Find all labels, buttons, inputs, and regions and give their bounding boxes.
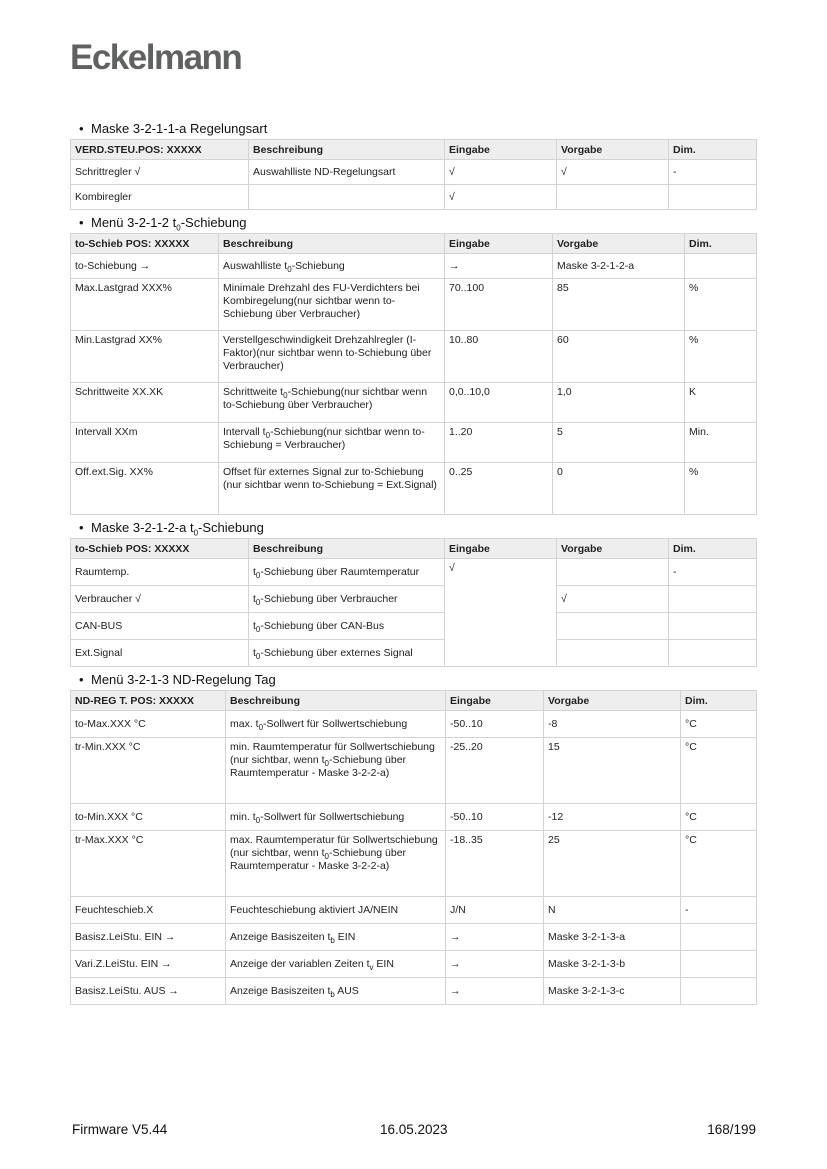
table-nd-regelung-tag (70, 690, 757, 1005)
table-cell: Schrittweite $t_0-Schiebung(nur$ sichtbar wenn to-Schiebung über Verbraucher) (219, 383, 445, 423)
table-cell: Anzeige Basiszeiten $t_b$ EIN (226, 924, 446, 951)
table-cell: Min. (685, 423, 757, 463)
table-cell: Schrittweite XX.XK (71, 383, 219, 423)
table-row (71, 613, 757, 640)
table-cell: % (685, 331, 757, 383)
table-row (71, 331, 757, 383)
table-cell: Maske 3-2-1-3-b (544, 951, 681, 978)
table-cell: Auswahlliste ND-Regelungsart (249, 160, 445, 185)
table-row (71, 586, 757, 613)
column-header: Dim. (669, 140, 757, 160)
column-header: Beschreibung (249, 140, 445, 160)
column-header: Beschreibung (249, 539, 445, 559)
column-header: Vorgabe (557, 539, 669, 559)
table-cell: -50..10 (446, 711, 544, 738)
table-row (71, 185, 757, 210)
table-cell: Verbraucher √ (71, 586, 249, 613)
table-cell (557, 185, 669, 210)
table-row (71, 160, 757, 185)
section-title-regelungsart: • Maske 3-2-1-1-a Regelungsart (79, 121, 268, 136)
table-cell: °C (681, 711, 757, 738)
table-t0-schiebung (70, 233, 757, 515)
table-cell: - (669, 559, 757, 586)
table-cell: 70..100 (445, 279, 553, 331)
eckelmann-logo: Eckelmann (70, 38, 242, 77)
table-cell (669, 640, 757, 667)
column-header: VERD.STEU.POS: XXXXX (71, 140, 249, 160)
table-cell: min. $t_0$-Sollwert für Sollwertschiebung (226, 804, 446, 831)
table-header-row (71, 234, 757, 254)
table-cell: Feuchteschieb.X (71, 897, 226, 924)
table-cell: Anzeige Basiszeiten $t_b$ AUS (226, 978, 446, 1005)
table-row (71, 559, 757, 586)
table-cell: 15 (544, 738, 681, 804)
table-row (71, 924, 757, 951)
table-cell: $t_0$-Schiebung über Verbraucher (249, 586, 445, 613)
table-cell: Intervall XXm (71, 423, 219, 463)
table-cell: Offset für externes Signal zur to-Schiebung (nur sichtbar wenn to-Schiebung = Ext.Signal) (219, 463, 445, 515)
table-cell: Verstellgeschwindigkeit Drehzahlregler (I-Faktor)(nur sichtbar wenn to-Schiebung über Verbraucher) (219, 331, 445, 383)
table-cell: Min.Lastgrad XX% (71, 331, 219, 383)
table-cell: 1,0 (553, 383, 685, 423)
table-cell: % (685, 279, 757, 331)
table-cell: Minimale Drehzahl des FU-Verdichters bei Kombiregelung(nur sichtbar wenn to-Schiebung über Verbraucher) (219, 279, 445, 331)
table-cell: → (445, 254, 553, 279)
table-cell: -25..20 (446, 738, 544, 804)
table-cell: Vari.Z.LeiStu. EIN → (71, 951, 226, 978)
table-cell: -12 (544, 804, 681, 831)
table-cell: 85 (553, 279, 685, 331)
table-cell: 5 (553, 423, 685, 463)
column-header: Eingabe (446, 691, 544, 711)
table-maske-t0-schiebung (70, 538, 757, 667)
column-header: to-Schieb POS: XXXXX (71, 539, 249, 559)
table-cell: → (446, 924, 544, 951)
table-cell: Auswahlliste $t_0$-Schiebung (219, 254, 445, 279)
column-header: Dim. (669, 539, 757, 559)
table-row (71, 711, 757, 738)
table-cell: max. Raumtemperatur für Sollwertschiebung (nur sichtbar, wenn $t_0$-Schiebung über Raumtemperatur - Maske 3-2-2-a) (226, 831, 446, 897)
table-cell: - (681, 897, 757, 924)
table-row (71, 640, 757, 667)
table-header-row (71, 140, 757, 160)
column-header: Vorgabe (553, 234, 685, 254)
column-header: Eingabe (445, 140, 557, 160)
table-cell: → (446, 951, 544, 978)
table-row (71, 804, 757, 831)
table-cell: Feuchteschiebung aktiviert JA/NEIN (226, 897, 446, 924)
table-cell: Off.ext.Sig. XX% (71, 463, 219, 515)
table-cell: Max.Lastgrad XXX% (71, 279, 219, 331)
table-cell (557, 613, 669, 640)
table-cell: $t_0$-Schiebung über externes Signal (249, 640, 445, 667)
table-cell: CAN-BUS (71, 613, 249, 640)
table-cell: √ (557, 160, 669, 185)
table-cell: min. Raumtemperatur für Sollwertschiebung (nur sichtbar, wenn $t_0$-Schiebung über Raumtemperatur - Maske 3-2-2-a) (226, 738, 446, 804)
table-row (71, 831, 757, 897)
table-cell (681, 951, 757, 978)
table-row (71, 423, 757, 463)
table-cell: Schrittregler √ (71, 160, 249, 185)
table-cell (669, 185, 757, 210)
table-cell: -18..35 (446, 831, 544, 897)
document-content (70, 120, 756, 1009)
table-cell: Maske 3-2-1-3-a (544, 924, 681, 951)
footer-firmware: Firmware V5.44 (72, 1122, 168, 1137)
table-cell (557, 559, 669, 586)
table-cell: °C (681, 804, 757, 831)
column-header: Dim. (685, 234, 757, 254)
table-cell: 25 (544, 831, 681, 897)
table-cell: tr-Min.XXX °C (71, 738, 226, 804)
table-row (71, 897, 757, 924)
table-cell: $t_0$-Schiebung über CAN-Bus (249, 613, 445, 640)
table-cell: tr-Max.XXX °C (71, 831, 226, 897)
table-cell: N (544, 897, 681, 924)
table-cell: to-Max.XXX °C (71, 711, 226, 738)
table-cell (669, 613, 757, 640)
table-cell: -50..10 (446, 804, 544, 831)
table-cell (249, 185, 445, 210)
table-cell: Raumtemp. (71, 559, 249, 586)
table-cell: to-Min.XXX °C (71, 804, 226, 831)
column-header: Beschreibung (219, 234, 445, 254)
table-row (71, 383, 757, 423)
section-title-nd-regelung-tag: • Menü 3-2-1-3 ND-Regelung Tag (79, 672, 276, 687)
table-cell: √ (445, 160, 557, 185)
table-cell: √ (557, 586, 669, 613)
table-cell: -8 (544, 711, 681, 738)
table-cell (681, 924, 757, 951)
footer-date: 16.05.2023 (380, 1122, 448, 1137)
table-cell: - (669, 160, 757, 185)
table-cell: 60 (553, 331, 685, 383)
table-cell: °C (681, 831, 757, 897)
column-header: Beschreibung (226, 691, 446, 711)
table-cell: max. $t_0$-Sollwert für Sollwertschiebung (226, 711, 446, 738)
column-header: Dim. (681, 691, 757, 711)
table-row (71, 951, 757, 978)
column-header: to-Schieb POS: XXXXX (71, 234, 219, 254)
footer-page-number: 168/199 (707, 1122, 756, 1137)
column-header: Vorgabe (544, 691, 681, 711)
table-cell: Ext.Signal (71, 640, 249, 667)
table-cell: Intervall $t_0-Schiebung(nur$ sichtbar wenn to-Schiebung = Verbraucher) (219, 423, 445, 463)
table-cell: Basisz.LeiStu. EIN → (71, 924, 226, 951)
table-cell: √ (445, 559, 557, 667)
table-cell: to-Schiebung → (71, 254, 219, 279)
table-cell (669, 586, 757, 613)
table-cell: Maske 3-2-1-3-c (544, 978, 681, 1005)
table-cell: Basisz.LeiStu. AUS → (71, 978, 226, 1005)
table-cell (685, 254, 757, 279)
table-row (71, 463, 757, 515)
table-cell: 1..20 (445, 423, 553, 463)
column-header: Vorgabe (557, 140, 669, 160)
table-cell: K (685, 383, 757, 423)
table-cell: Anzeige der variablen Zeiten $t_v$ EIN (226, 951, 446, 978)
table-cell: 0..25 (445, 463, 553, 515)
section-title-maske-t0-schiebung: • Maske 3-2-1-2-a $t_0$-Schiebung (79, 520, 264, 538)
table-cell: °C (681, 738, 757, 804)
table-cell: √ (445, 185, 557, 210)
table-cell: J/N (446, 897, 544, 924)
section-title-t0-schiebung: • Menü 3-2-1-2 $t_0$-Schiebung (79, 215, 247, 233)
table-cell (557, 640, 669, 667)
table-cell: Kombiregler (71, 185, 249, 210)
table-cell: 0,0..10,0 (445, 383, 553, 423)
table-header-row (71, 539, 757, 559)
table-row (71, 279, 757, 331)
column-header: ND-REG T. POS: XXXXX (71, 691, 226, 711)
table-regelungsart (70, 139, 757, 210)
table-cell: 0 (553, 463, 685, 515)
table-cell: % (685, 463, 757, 515)
table-cell: → (446, 978, 544, 1005)
column-header: Eingabe (445, 539, 557, 559)
column-header: Eingabe (445, 234, 553, 254)
table-header-row (71, 691, 757, 711)
table-cell: $t_0$-Schiebung über Raumtemperatur (249, 559, 445, 586)
table-row (71, 738, 757, 804)
table-row (71, 254, 757, 279)
table-cell: Maske 3-2-1-2-a (553, 254, 685, 279)
table-cell (681, 978, 757, 1005)
table-row (71, 978, 757, 1005)
table-cell: 10..80 (445, 331, 553, 383)
